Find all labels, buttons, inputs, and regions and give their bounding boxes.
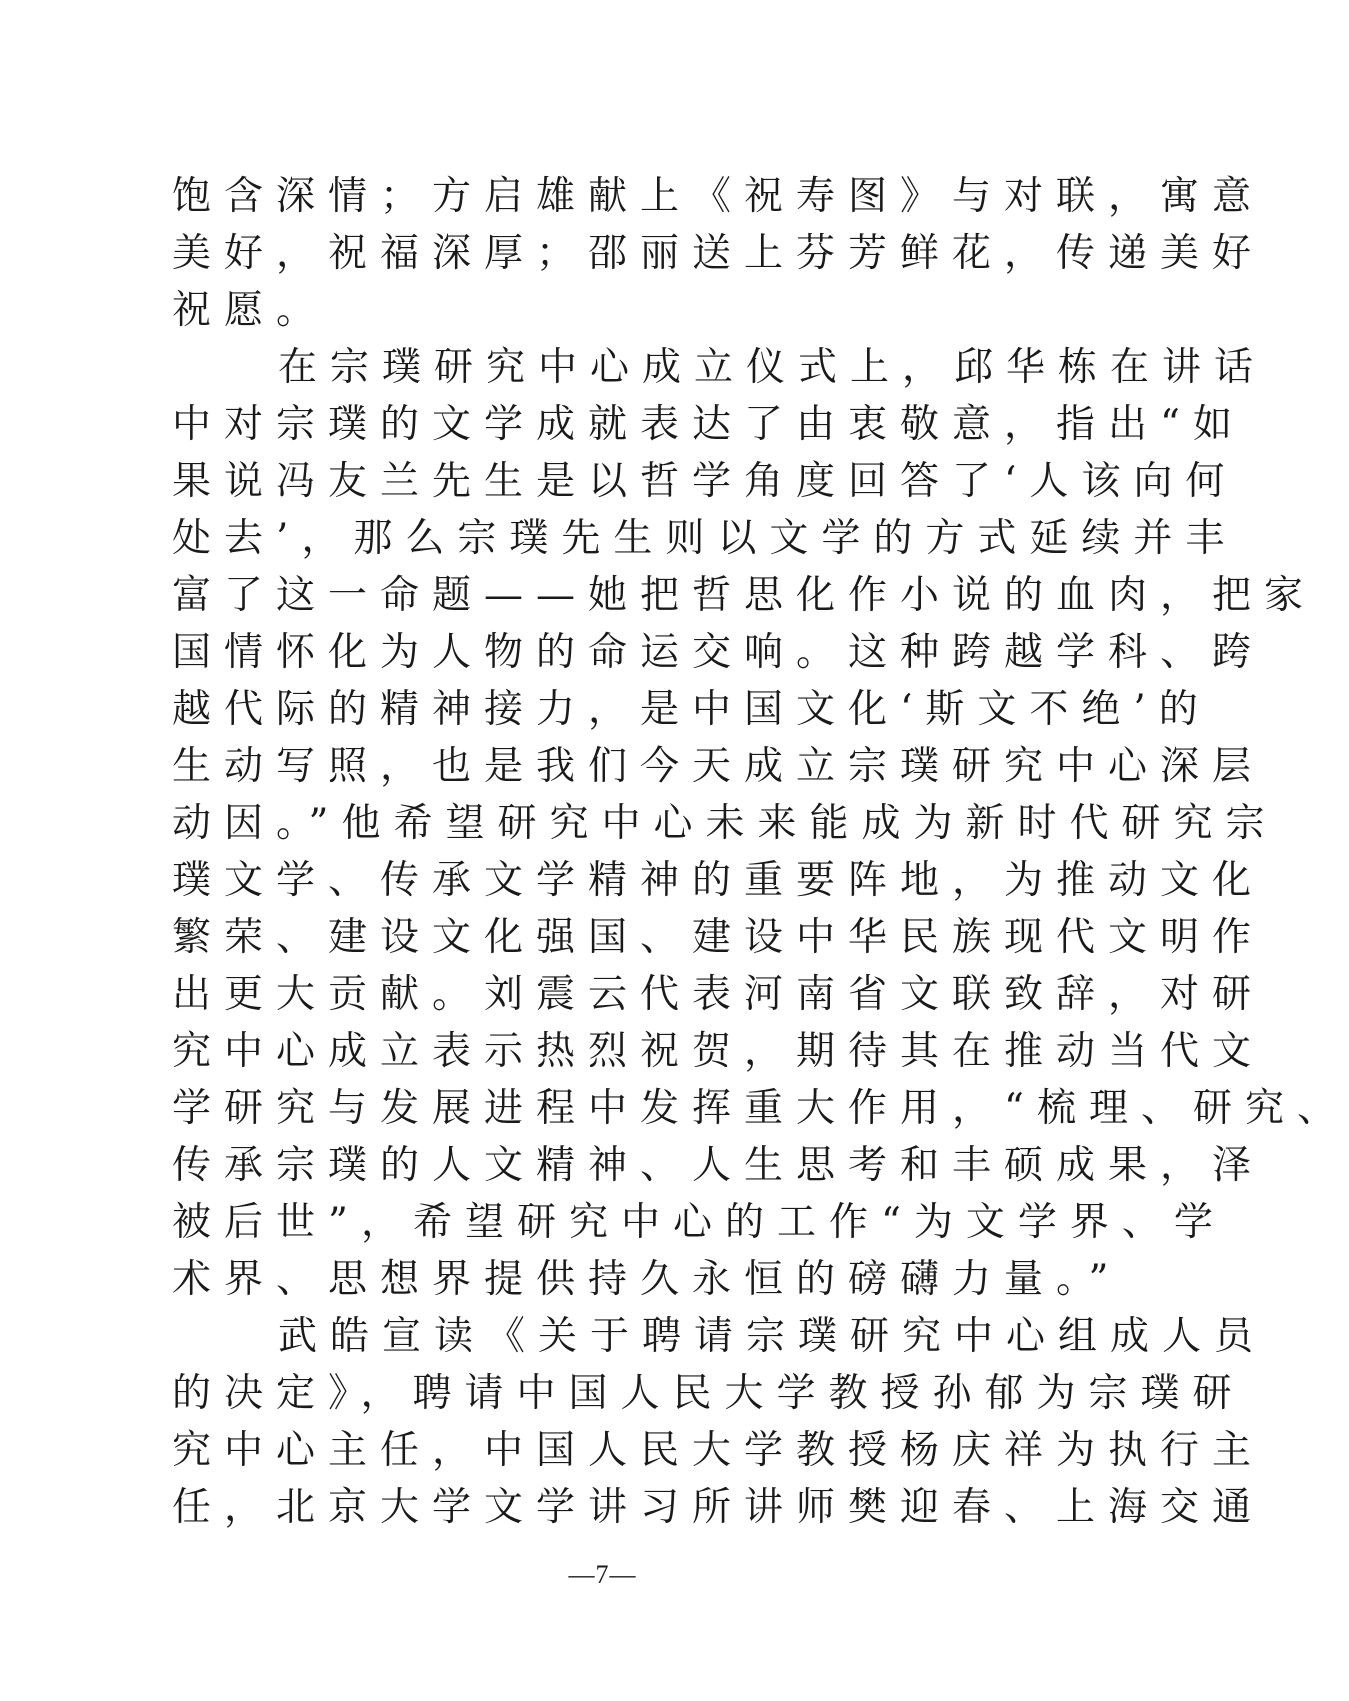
text-line: 学研究与发展进程中发挥重大作用，“梳理、研究、 [172,1086,1349,1131]
text-line: 美好，祝福深厚；邵丽送上芬芳鲜花，传递美好 [172,231,1265,276]
text-line: 中对宗璞的文学成就表达了由衷敬意，指出“如 [172,402,1245,447]
text-line: 出更大贡献。刘震云代表河南省文联致辞，对研 [172,972,1265,1017]
text-line: 饱含深情；方启雄献上《祝寿图》与对联，寓意 [172,174,1265,219]
text-line: 处去’，那么宗璞先生则以文学的方式延续并丰 [172,516,1238,561]
text-line: 术界、思想界提供持久永恒的磅礴力量。” [172,1257,1122,1302]
body-text [172,168,1349,1536]
page-number: —7— [568,1560,637,1589]
paragraph-first-line: 武皓宣读《关于聘请宗璞研究中心组成人员 [278,1314,1267,1359]
text-line: 祝愿。 [172,288,329,333]
text-line: 究中心成立表示热烈祝贺，期待其在推动当代文 [172,1029,1265,1074]
text-line: 传承宗璞的人文精神、人生思考和丰硕成果，泽 [172,1143,1265,1188]
text-line: 越代际的精神接力，是中国文化‘斯文不绝’的 [172,687,1211,732]
text-line: 果说冯友兰先生是以哲学角度回答了‘人该向何 [172,459,1238,504]
text-line: 动因。”他希望研究中心未来能成为新时代研究宗 [172,801,1278,846]
text-line: 被后世”，希望研究中心的工作“为文学界、学 [172,1200,1226,1245]
text-line: 璞文学、传承文学精神的重要阵地，为推动文化 [172,858,1265,903]
text-line: 生动写照，也是我们今天成立宗璞研究中心深层 [172,744,1265,789]
text-line: 的决定》，聘请中国人民大学教授孙郁为宗璞研 [172,1371,1245,1416]
text-line: 究中心主任，中国人民大学教授杨庆祥为执行主 [172,1428,1265,1473]
text-line: 富了这一命题——她把哲思化作小说的血肉，把家 [172,573,1317,618]
paragraph-first-line: 在宗璞研究中心成立仪式上，邱华栋在讲话 [278,345,1267,390]
text-line: 繁荣、建设文化强国、建设中华民族现代文明作 [172,915,1265,960]
text-line: 国情怀化为人物的命运交响。这种跨越学科、跨 [172,630,1265,675]
text-line: 任，北京大学文学讲习所讲师樊迎春、上海交通 [172,1485,1265,1530]
